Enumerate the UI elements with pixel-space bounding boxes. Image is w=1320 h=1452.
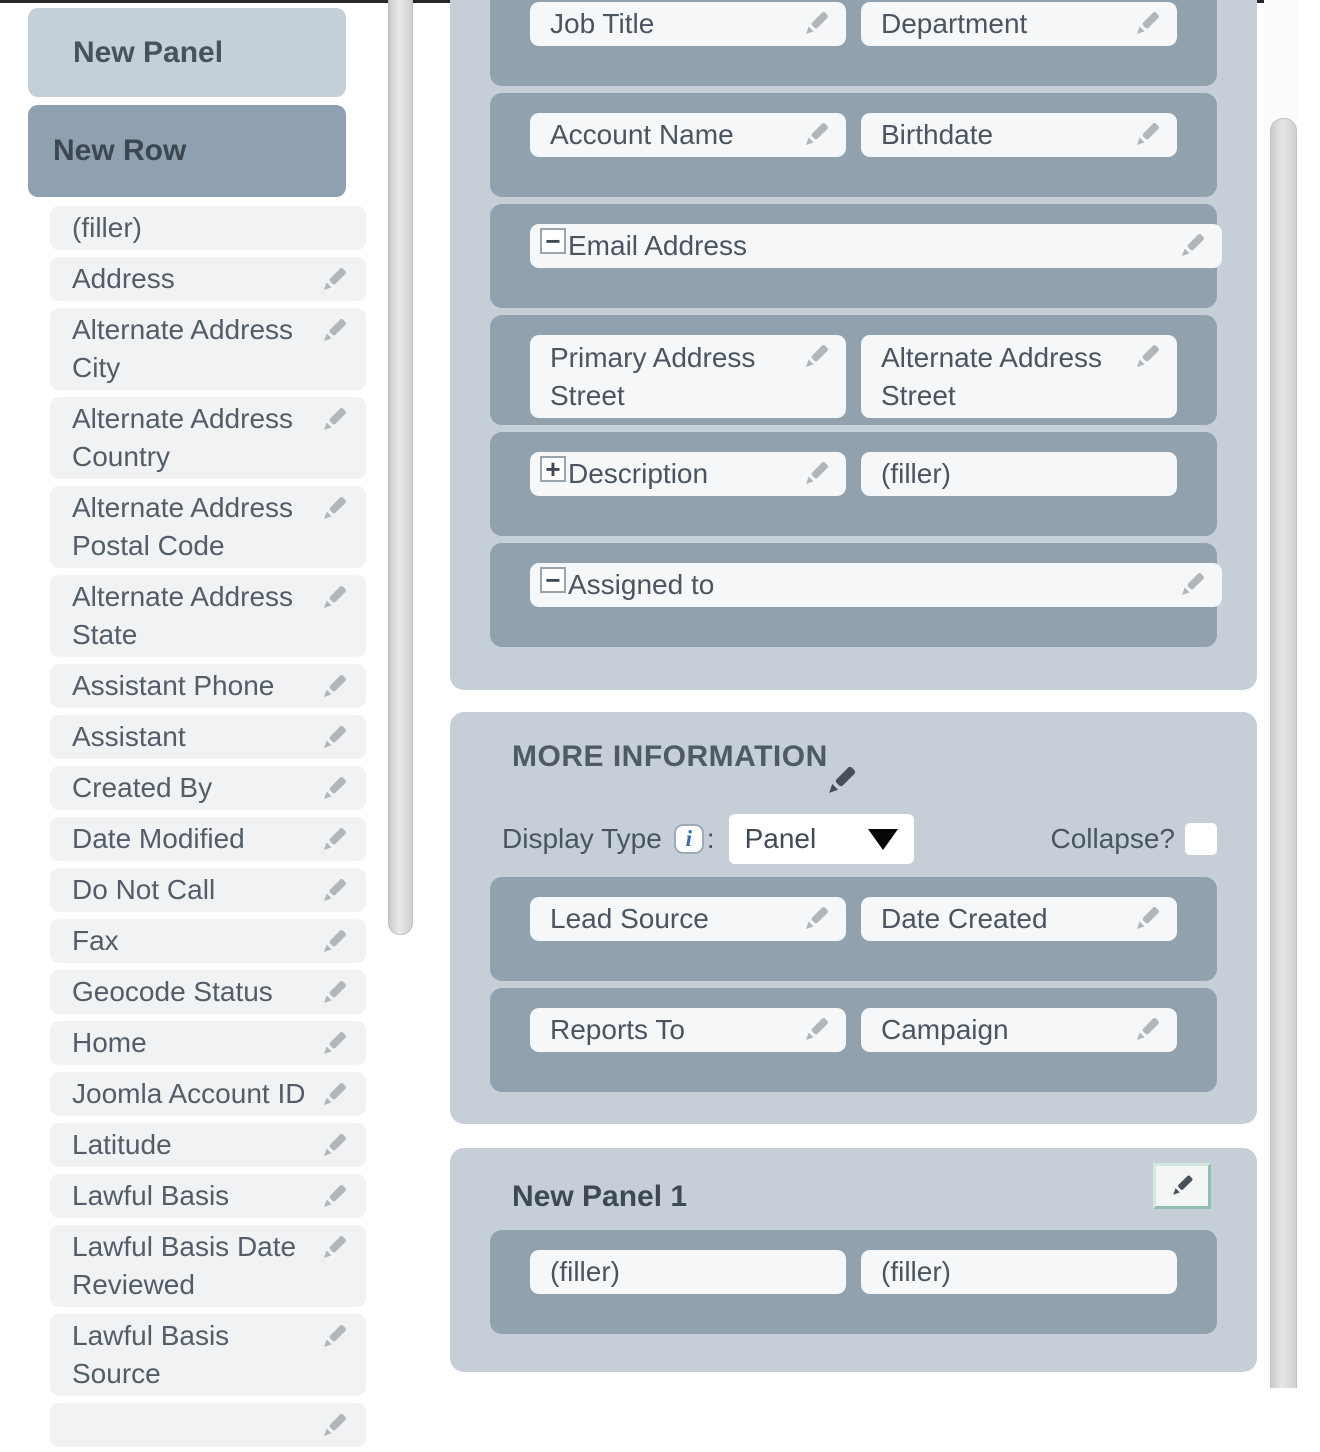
field-item-label: Fax — [72, 925, 119, 956]
field-cell[interactable] — [861, 2, 1177, 46]
minus-box-icon[interactable]: − — [540, 228, 566, 254]
field-cell-label: Primary Address Street — [550, 342, 756, 411]
field-item-label: Geocode Status — [72, 976, 273, 1007]
pencil-icon[interactable] — [318, 404, 350, 436]
pencil-icon[interactable] — [318, 1130, 350, 1162]
field-item[interactable] — [50, 817, 366, 861]
pencil-icon[interactable] — [318, 582, 350, 614]
field-item-label: Lawful Basis Source — [72, 1320, 230, 1389]
field-cell-label: Email Address — [568, 230, 747, 261]
field-item[interactable] — [50, 715, 366, 759]
pencil-icon[interactable] — [800, 341, 832, 373]
edit-panel-title-pencil-icon[interactable] — [822, 762, 860, 800]
field-cell[interactable] — [861, 113, 1177, 157]
field-item-label: Alternate Address Postal Code — [72, 492, 294, 561]
pencil-icon[interactable] — [1131, 1014, 1163, 1046]
field-item[interactable] — [50, 575, 366, 657]
field-cell-label: Birthdate — [881, 119, 994, 150]
pencil-icon[interactable] — [318, 926, 350, 958]
layout-panel-more-information — [450, 712, 1257, 1124]
field-item[interactable] — [50, 486, 366, 568]
pencil-icon[interactable] — [318, 671, 350, 703]
field-item[interactable] — [50, 1021, 366, 1065]
display-type-select[interactable] — [729, 814, 914, 864]
edit-panel-button[interactable] — [1153, 1163, 1211, 1209]
pencil-icon[interactable] — [318, 493, 350, 525]
field-cell-label: Assigned to — [568, 569, 715, 600]
pencil-icon[interactable] — [800, 1014, 832, 1046]
layout-row — [490, 0, 1217, 86]
field-item-label: Address — [72, 263, 175, 294]
field-item[interactable] — [50, 1072, 366, 1116]
collapse-checkbox[interactable] — [1185, 823, 1217, 855]
pencil-icon[interactable] — [318, 1410, 350, 1442]
pencil-icon[interactable] — [318, 264, 350, 296]
field-item-label: Alternate Address City — [72, 314, 294, 383]
layout-row — [490, 93, 1217, 197]
pencil-icon[interactable] — [800, 119, 832, 151]
layout-panel-overview — [450, 0, 1257, 690]
field-cell[interactable] — [861, 897, 1177, 941]
layout-row — [490, 877, 1217, 981]
pencil-icon — [1168, 1172, 1196, 1200]
field-item-label: Do Not Call — [72, 874, 216, 905]
field-item-label: Assistant — [72, 721, 186, 752]
field-cell[interactable] — [530, 1008, 846, 1052]
field-cell-label: Department — [881, 8, 1028, 39]
pencil-icon[interactable] — [318, 1232, 350, 1264]
pencil-icon[interactable] — [318, 1079, 350, 1111]
pencil-icon[interactable] — [318, 315, 350, 347]
field-item[interactable] — [50, 919, 366, 963]
field-cell[interactable] — [530, 224, 1222, 268]
panel-title: MORE INFORMATION — [512, 740, 828, 773]
layout-row — [490, 315, 1217, 425]
minus-box-icon[interactable]: − — [540, 567, 566, 593]
sidebar-scrollbar-thumb[interactable] — [388, 0, 413, 935]
display-type-colon: : — [706, 823, 715, 854]
pencil-icon[interactable] — [1131, 903, 1163, 935]
field-item[interactable] — [50, 206, 366, 250]
field-cell-label: Account Name — [550, 119, 734, 150]
pencil-icon[interactable] — [318, 773, 350, 805]
field-cell[interactable] — [530, 1250, 846, 1294]
layout-row — [490, 543, 1217, 647]
layout-row — [490, 204, 1217, 308]
field-item-label: (filler) — [72, 212, 142, 243]
pencil-icon[interactable] — [800, 8, 832, 40]
pencil-icon[interactable] — [318, 977, 350, 1009]
field-cell-label: Campaign — [881, 1014, 1009, 1045]
info-icon[interactable]: i — [674, 824, 704, 854]
field-item-label: Assistant Phone — [72, 670, 275, 701]
field-cell[interactable] — [530, 452, 846, 496]
field-cell[interactable] — [861, 335, 1177, 418]
new-row-button[interactable]: New Row — [28, 105, 346, 197]
field-item[interactable] — [50, 1174, 366, 1218]
pencil-icon[interactable] — [800, 903, 832, 935]
pencil-icon[interactable] — [318, 1321, 350, 1353]
pencil-icon[interactable] — [318, 722, 350, 754]
layout-row — [490, 1230, 1217, 1334]
field-item[interactable] — [50, 1403, 366, 1447]
available-fields-list — [50, 206, 366, 1447]
field-item-label: Home — [72, 1027, 147, 1058]
caret-down-icon — [868, 829, 898, 850]
field-item-label: Latitude — [72, 1129, 172, 1160]
panel-title: New Panel 1 — [512, 1180, 688, 1213]
pencil-icon[interactable] — [800, 458, 832, 490]
plus-box-icon[interactable]: + — [540, 456, 566, 482]
field-cell[interactable] — [530, 2, 846, 46]
field-item-label: Joomla Account ID — [72, 1078, 306, 1109]
field-cell-label: Reports To — [550, 1014, 685, 1045]
field-item-label: Alternate Address State — [72, 581, 294, 650]
new-panel-button[interactable]: New Panel — [28, 8, 346, 97]
pencil-icon[interactable] — [318, 824, 350, 856]
field-item[interactable] — [50, 868, 366, 912]
collapse-label: Collapse? — [1050, 823, 1175, 854]
pencil-icon[interactable] — [1176, 569, 1208, 601]
field-cell-label: Date Created — [881, 903, 1048, 934]
display-type-label: Display Type — [502, 823, 662, 854]
field-cell[interactable] — [861, 452, 1177, 496]
field-cell[interactable] — [530, 897, 846, 941]
pencil-icon[interactable] — [1131, 119, 1163, 151]
pencil-icon[interactable] — [1176, 230, 1208, 262]
field-item[interactable] — [50, 257, 366, 301]
field-cell-label: Lead Source — [550, 903, 709, 934]
display-type-value: Panel — [744, 823, 817, 854]
field-cell[interactable] — [861, 1008, 1177, 1052]
layout-row — [490, 988, 1217, 1092]
field-cell-label: (filler) — [881, 458, 951, 489]
field-cell[interactable] — [530, 113, 846, 157]
field-cell-label: (filler) — [550, 1256, 620, 1287]
field-cell-label: Job Title — [550, 8, 655, 39]
layout-panel-new-panel-1 — [450, 1148, 1257, 1372]
field-item[interactable] — [50, 766, 366, 810]
field-cell[interactable] — [530, 563, 1222, 607]
field-cell-label: Alternate Address Street — [881, 342, 1103, 411]
field-item[interactable] — [50, 1225, 366, 1307]
field-item[interactable] — [50, 1314, 366, 1396]
pencil-icon[interactable] — [1131, 8, 1163, 40]
field-item-label: Lawful Basis — [72, 1180, 230, 1211]
pencil-icon[interactable] — [318, 1028, 350, 1060]
field-item-label: Date Modified — [72, 823, 245, 854]
pencil-icon[interactable] — [1131, 341, 1163, 373]
field-item-label: Alternate Address Country — [72, 403, 294, 472]
field-item-label: Created By — [72, 772, 213, 803]
field-cell-label: Description — [568, 458, 709, 489]
field-item[interactable] — [50, 970, 366, 1014]
field-item[interactable] — [50, 308, 366, 390]
layout-row — [490, 432, 1217, 536]
field-item-label: Lawful Basis Date Reviewed — [72, 1231, 297, 1300]
field-cell[interactable] — [530, 335, 846, 418]
field-item[interactable] — [50, 397, 366, 479]
field-cell[interactable] — [861, 1250, 1177, 1294]
pencil-icon[interactable] — [318, 1181, 350, 1213]
field-item[interactable] — [50, 1123, 366, 1167]
pencil-icon[interactable] — [318, 875, 350, 907]
field-cell-label: (filler) — [881, 1256, 951, 1287]
main-scrollbar-thumb[interactable] — [1270, 118, 1297, 1388]
field-item[interactable] — [50, 664, 366, 708]
